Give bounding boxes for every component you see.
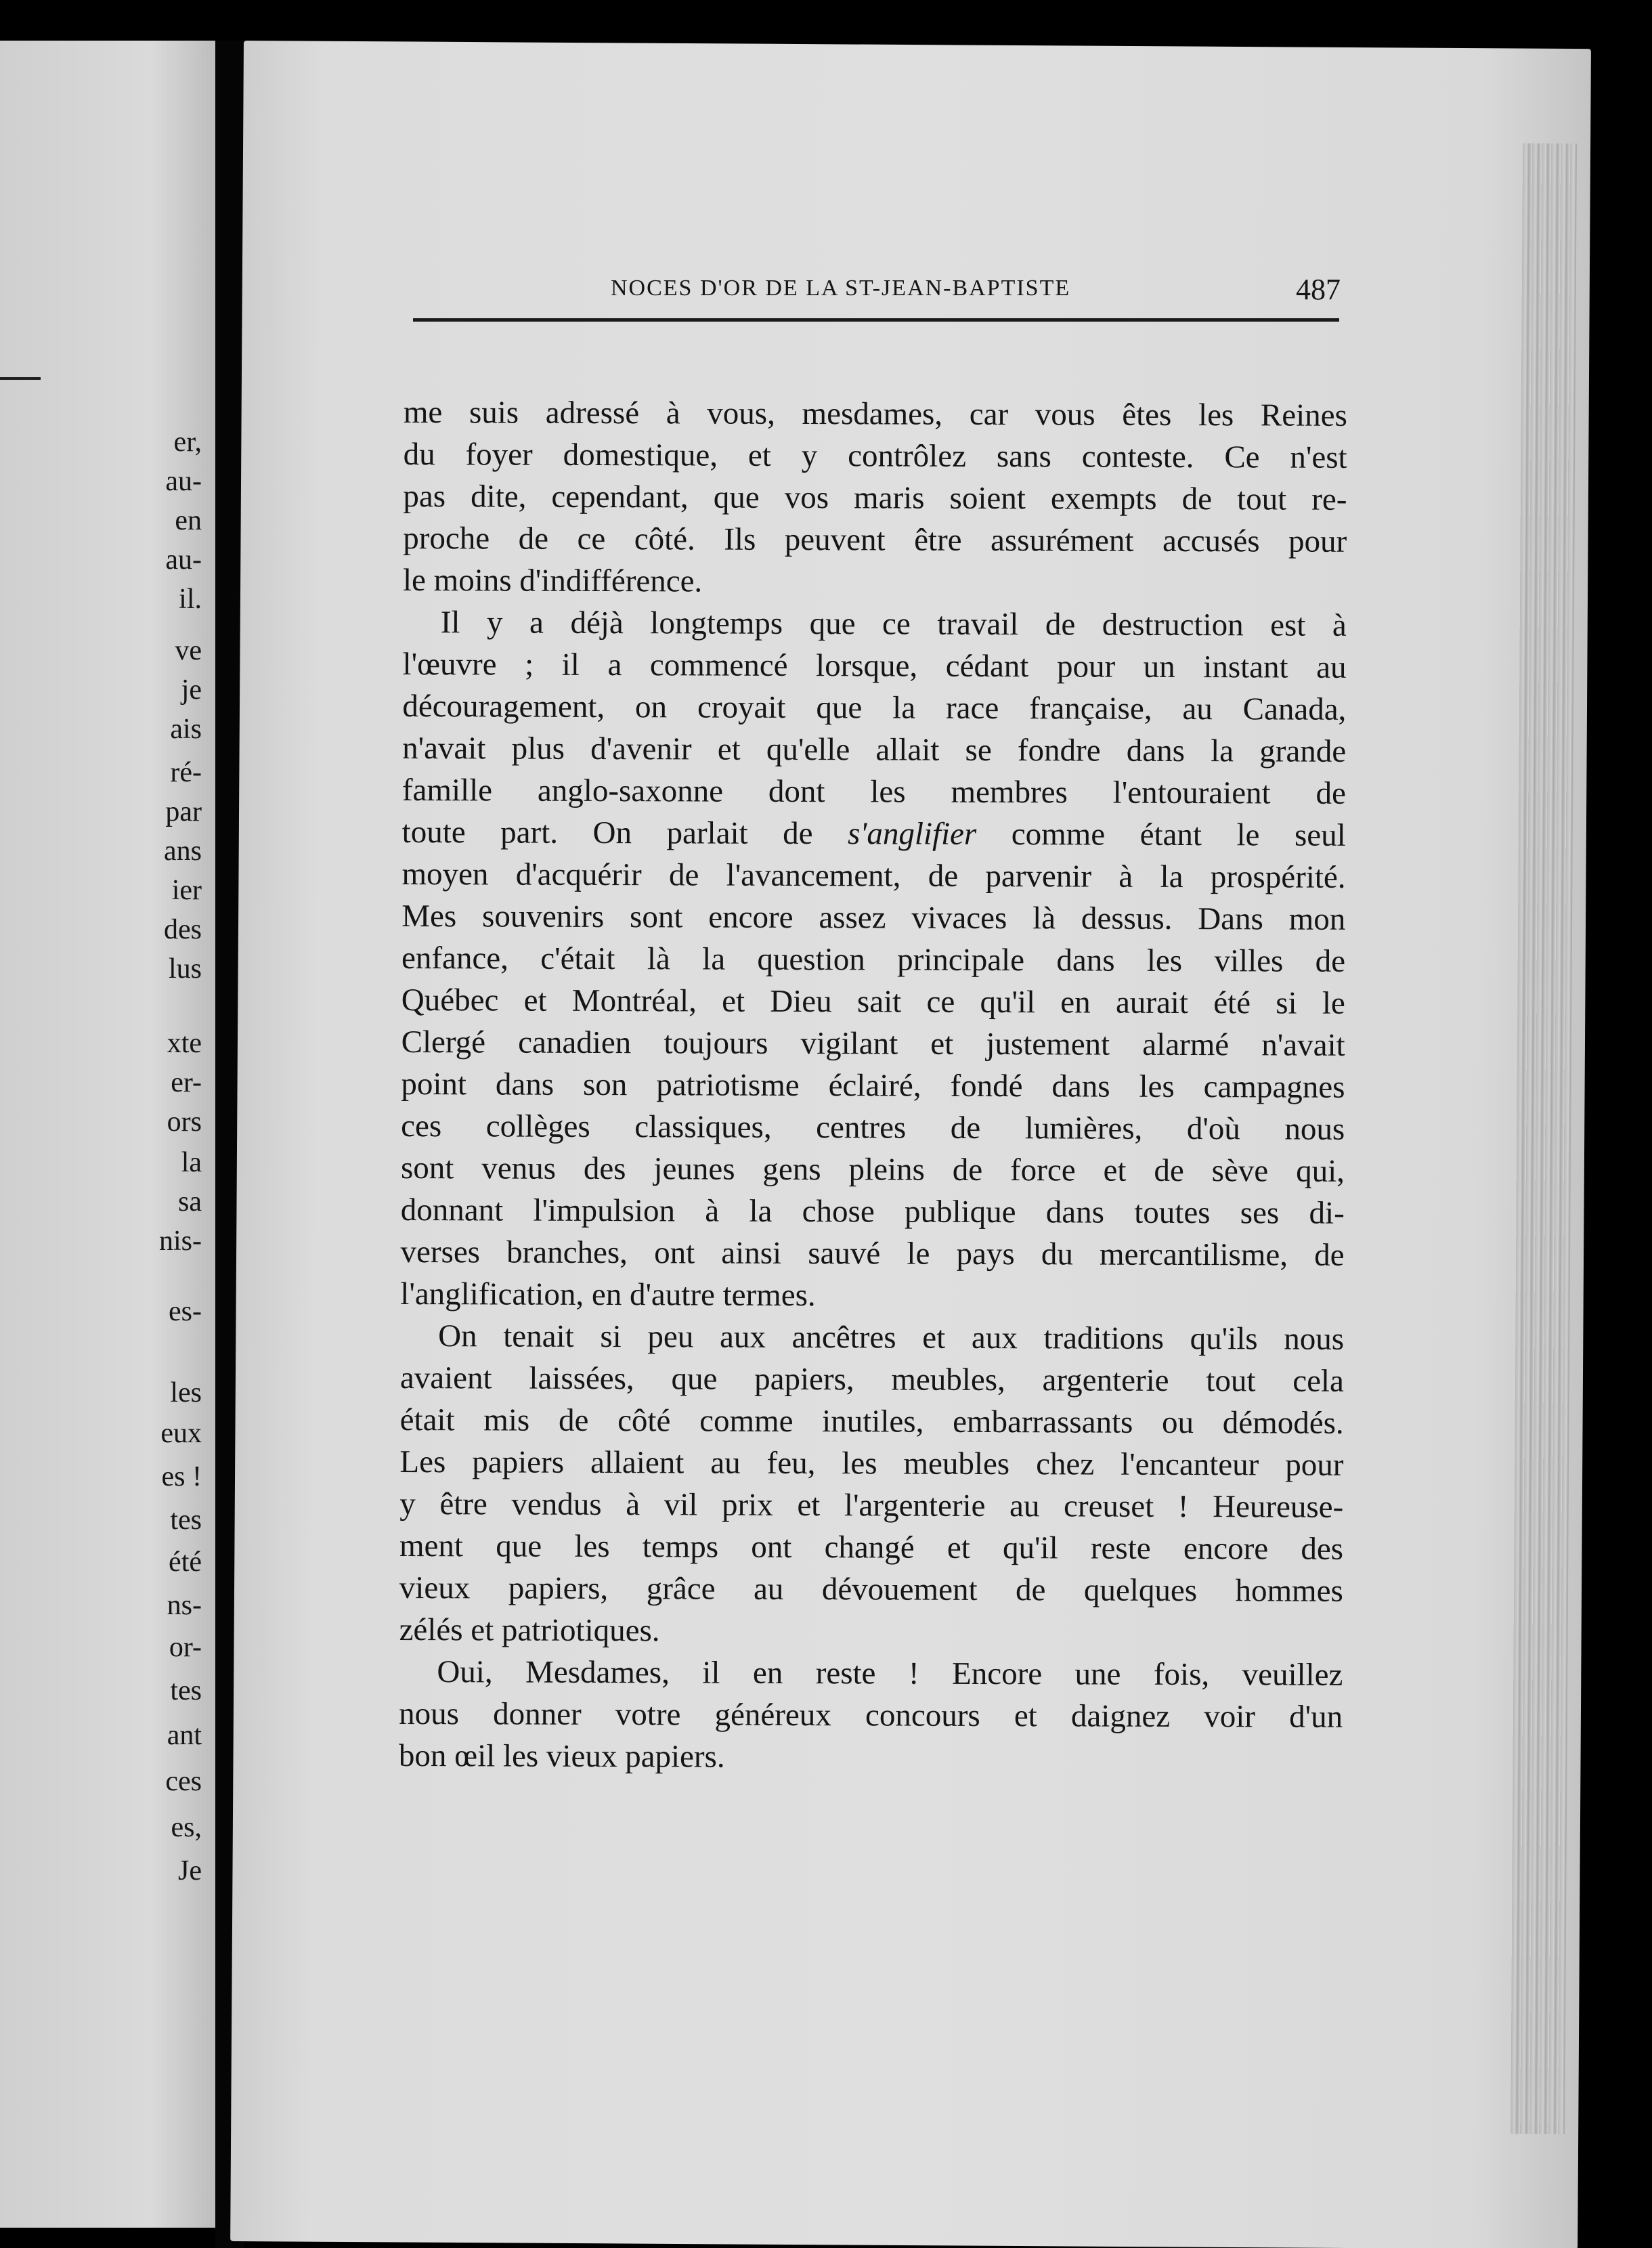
left-line-fragment: au-: [165, 544, 202, 576]
text-segment: comme étant le seul: [976, 816, 1346, 853]
text-line: me suis adressé à vous, mesdames, car vous êtes les Reines: [403, 395, 1347, 433]
text-line-with-italic: [402, 811, 1346, 857]
left-line-fragment: par: [165, 796, 202, 827]
text-line: nous donner votre généreux concours et daignez voir d'un: [399, 1695, 1343, 1735]
text-line: zélés et patriotiques.: [399, 1612, 660, 1649]
left-line-fragment: es-: [169, 1296, 202, 1327]
text-line: le moins d'indifférence.: [402, 562, 703, 599]
text-line: Mes souvenirs sont encore assez vivaces là dessus. Dans mon: [401, 898, 1346, 937]
left-line-fragment: ant: [167, 1720, 202, 1751]
text-line: ment que les temps ont changé et qu'il reste encore des: [399, 1528, 1344, 1567]
text-line: sont venus des jeunes gens pleins de force et de sève qui,: [400, 1150, 1345, 1189]
left-line-fragment: ors: [167, 1106, 202, 1138]
left-line-fragment: la: [181, 1147, 202, 1178]
text-line: proche de ce côté. Ils peuvent être assurément accusés pour: [403, 520, 1347, 559]
left-line-fragment: les: [170, 1377, 202, 1408]
header-rule: [413, 318, 1339, 322]
text-line: avaient laissées, que papiers, meubles, argenterie tout cela: [399, 1360, 1344, 1399]
left-line-fragment: or-: [169, 1632, 202, 1663]
text-line: du foyer domestique, et y contrôlez sans conteste. Ce n'est: [403, 436, 1347, 475]
text-line: famille anglo-saxonne dont les membres l'entouraient de: [401, 772, 1347, 811]
left-line-fragment: je: [181, 674, 202, 706]
left-line-fragment: er-: [171, 1067, 202, 1098]
running-title: NOCES D'OR DE LA ST-JEAN-BAPTISTE: [611, 276, 1071, 301]
left-line-fragment: ces: [165, 1766, 202, 1797]
text-line: l'anglification, en d'autre termes.: [400, 1276, 816, 1314]
left-line-fragment: été: [169, 1547, 202, 1578]
left-line-fragment: es,: [171, 1812, 202, 1843]
text-line: bon œil les vieux papiers.: [398, 1737, 725, 1775]
page-number: 487: [1296, 273, 1341, 306]
text-segment: toute part. On parlait de: [401, 814, 848, 852]
left-line-fragment: ré-: [170, 757, 202, 788]
left-line-fragment: en: [175, 505, 202, 536]
left-line-fragment: Je: [178, 1855, 202, 1886]
text-line: l'œuvre ; il a commencé lorsque, cédant pour un instant au: [402, 646, 1347, 685]
text-line: On tenait si peu aux ancêtres et aux traditions qu'ils nous: [438, 1318, 1345, 1357]
page-edges: [1510, 144, 1577, 2134]
left-line-fragment: er,: [173, 427, 202, 458]
text-line: pas dite, cependant, que vos maris soient exempts de tout re-: [403, 478, 1347, 517]
left-line-fragment: nis-: [159, 1226, 202, 1257]
running-head: [367, 272, 1341, 313]
left-line-fragment: tes: [170, 1505, 202, 1536]
text-line: point dans son patriotisme éclairé, fondé dans les campagnes: [401, 1066, 1345, 1105]
text-line: ces collèges classiques, centres de lumières, d'où nous: [401, 1108, 1345, 1147]
left-page-rule: [0, 377, 41, 380]
text-line: enfance, c'était là la question principale dans les villes de: [401, 940, 1346, 979]
body-text: [399, 391, 1347, 1780]
left-line-fragment: eux: [160, 1418, 202, 1449]
text-line: y être vendus à vil prix et l'argenterie au creuset ! Heureuse-: [399, 1486, 1344, 1525]
left-line-fragment: xte: [167, 1028, 202, 1059]
left-line-fragment: lus: [168, 953, 202, 985]
text-line: donnant l'impulsion à la chose publique dans toutes ses di-: [400, 1192, 1345, 1231]
text-line: Clergé canadien toujours vigilant et justement alarmé n'avait: [401, 1024, 1345, 1063]
left-line-fragment: ns-: [167, 1590, 202, 1621]
text-line: verses branches, ont ainsi sauvé le pays du mercantilisme, de: [400, 1234, 1345, 1273]
left-line-fragment: tes: [170, 1675, 202, 1706]
text-line: n'avait plus d'avenir et qu'elle allait se fondre dans la grande: [402, 730, 1347, 769]
text-line: vieux papiers, grâce au dévouement de quelques hommes: [399, 1570, 1343, 1609]
text-line: Oui, Mesdames, il en reste ! Encore une fois, veuillez: [437, 1654, 1343, 1693]
text-line: Il y a déjà longtemps que ce travail de destruction est à: [440, 605, 1347, 643]
left-line-fragment: es !: [161, 1461, 202, 1492]
left-line-fragment: au-: [165, 466, 202, 497]
text-line: Québec et Montréal, et Dieu sait ce qu'il en aurait été si le: [401, 982, 1345, 1021]
left-line-fragment: ve: [175, 635, 202, 666]
left-line-fragment: sa: [178, 1186, 202, 1217]
left-line-fragment: ais: [170, 714, 202, 745]
left-line-fragment: il.: [179, 584, 202, 615]
italic-word: s'anglifier: [847, 816, 977, 852]
text-line: découragement, on croyait que la race française, au Canada,: [402, 688, 1347, 727]
left-line-fragment: ans: [164, 836, 202, 867]
text-line: était mis de côté comme inutiles, embarrassants ou démodés.: [399, 1402, 1344, 1441]
left-line-fragment: ier: [171, 875, 202, 906]
text-line: Les papiers allaient au feu, les meubles chez l'encanteur pour: [399, 1444, 1344, 1483]
left-line-fragment: des: [164, 914, 202, 945]
left-page-fragment: [0, 41, 215, 2228]
text-line: moyen d'acquérir de l'avancement, de parvenir à la prospérité.: [401, 856, 1346, 895]
